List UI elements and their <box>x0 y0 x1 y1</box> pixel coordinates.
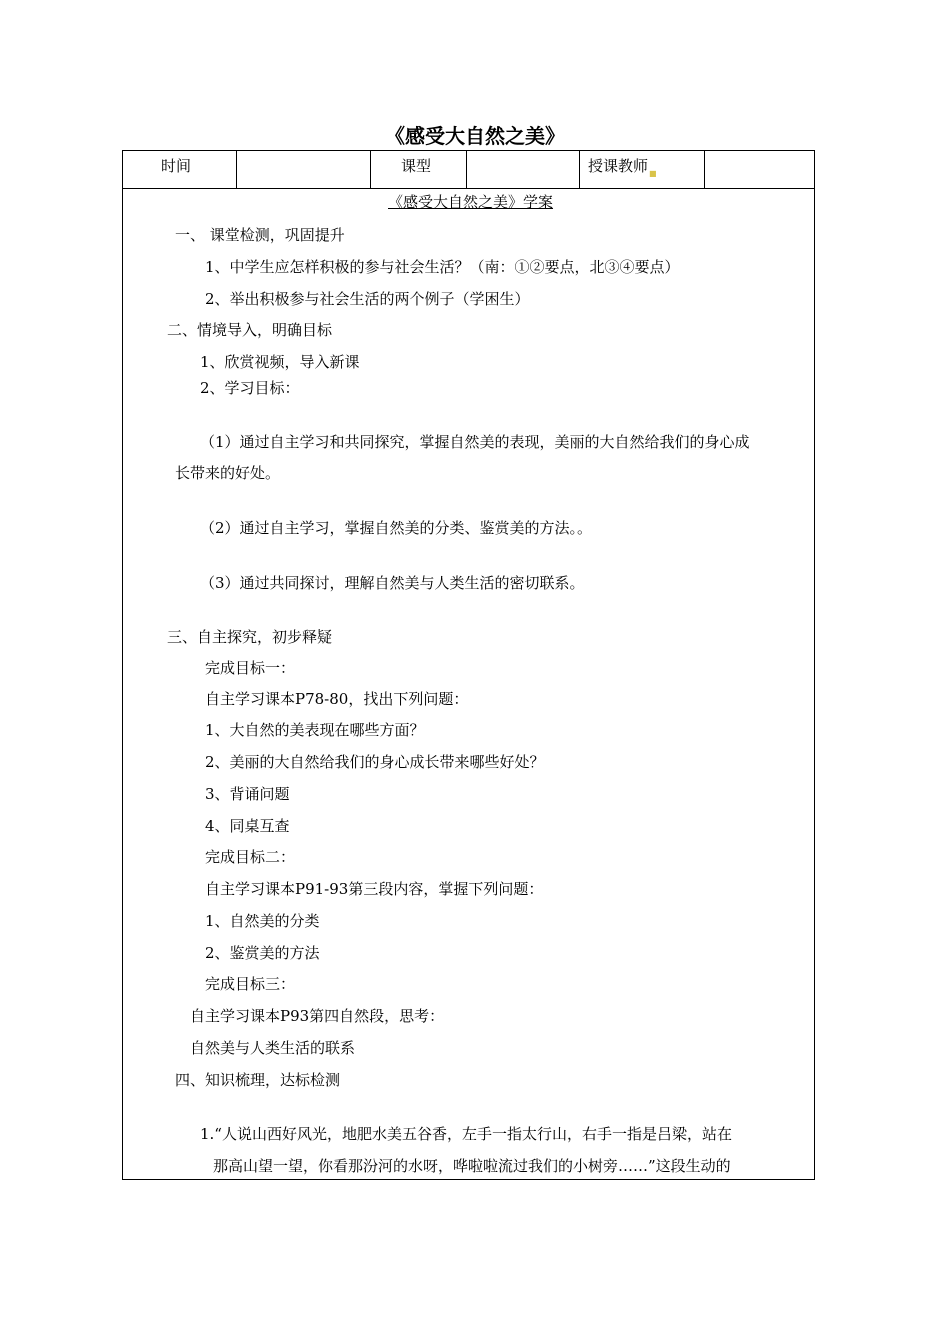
content-line: 长带来的好处。 <box>175 464 281 482</box>
type-label: 课型 <box>401 157 432 175</box>
content-line: 那高山望一望，你看那汾河的水呀，哗啦啦流过我们的小树旁……”这段生动的 <box>213 1157 731 1175</box>
content-line: 2、鉴赏美的方法 <box>205 944 320 962</box>
time-label-cell <box>123 151 237 188</box>
content-line: 1、中学生应怎样积极的参与社会生活？（南：①②要点，北③④要点） <box>205 258 680 276</box>
content-line: 自主学习课本P93第四自然段，思考： <box>190 1007 445 1025</box>
mark-dot-icon: ■ <box>649 169 657 178</box>
content-line: 1.“人说山西好风光，地肥水美五谷香，左手一指太行山，右手一指是吕梁，站在 <box>200 1125 732 1143</box>
content-line: 1、自然美的分类 <box>205 912 320 930</box>
time-label: 时间 <box>161 157 192 175</box>
lesson-table <box>122 150 815 1180</box>
section-heading: 四、知识梳理，达标检测 <box>175 1071 341 1089</box>
type-value-cell <box>467 151 580 188</box>
content-line: （2）通过自主学习，掌握自然美的分类、鉴赏美的方法。。 <box>200 519 593 537</box>
section-heading: 二、情境导入，明确目标 <box>167 321 333 339</box>
teacher-value-cell <box>705 151 814 188</box>
content-line: 完成目标三： <box>205 975 296 993</box>
header-row <box>123 151 814 189</box>
content-line: 3、背诵问题 <box>205 785 290 803</box>
content-line: 2、美丽的大自然给我们的身心成长带来哪些好处？ <box>205 753 545 771</box>
content-line: 2、举出积极参与社会生活的两个例子（学困生） <box>205 290 530 308</box>
teacher-label-cell <box>580 151 705 188</box>
content-line: 1、欣赏视频，导入新课 <box>200 353 360 371</box>
content-line: （3）通过共同探讨，理解自然美与人类生活的密切联系。 <box>200 574 585 592</box>
section-heading: 一、 课堂检测，巩固提升 <box>175 226 345 244</box>
content-line: （1）通过自主学习和共同探究，掌握自然美的表现，美丽的大自然给我们的身心成 <box>200 433 750 451</box>
time-value-cell <box>237 151 371 188</box>
section-heading: 三、自主探究，初步释疑 <box>167 628 333 646</box>
type-label-cell <box>371 151 467 188</box>
content-line: 自主学习课本P91-93第三段内容，掌握下列问题： <box>205 880 544 898</box>
teacher-label: 授课教师 <box>588 157 649 175</box>
content-line: 1、大自然的美表现在哪些方面？ <box>205 721 425 739</box>
page-title: 《感受大自然之美》 <box>385 124 565 148</box>
content-line: 自然美与人类生活的联系 <box>190 1039 356 1057</box>
content-line: 自主学习课本P78-80，找出下列问题： <box>205 690 469 708</box>
content-line: 2、学习目标： <box>200 379 300 397</box>
content-line: 4、同桌互查 <box>205 817 290 835</box>
subtitle: 《感受大自然之美》学案 <box>388 193 554 211</box>
content-line: 完成目标二： <box>205 848 296 866</box>
content-line: 完成目标一： <box>205 659 296 677</box>
